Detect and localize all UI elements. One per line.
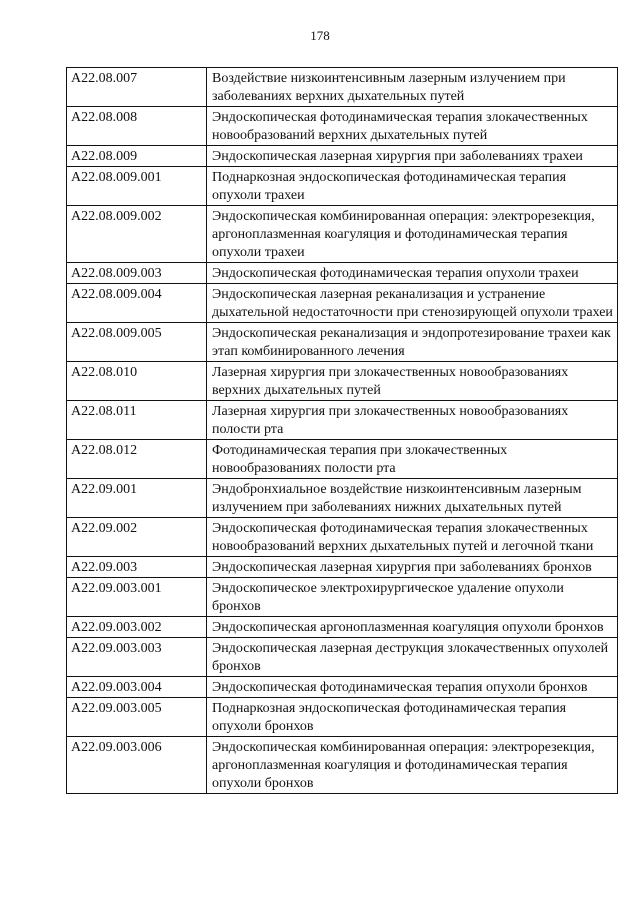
page-number: 178 xyxy=(310,28,330,43)
service-name: Эндоскопическая фотодинамическая терапия злокачественных новообразований верхних дыхательных путей и легочной ткани xyxy=(207,518,618,557)
service-code: A22.08.012 xyxy=(67,440,207,479)
service-code: A22.08.009.001 xyxy=(67,167,207,206)
service-code: A22.08.009.002 xyxy=(67,206,207,263)
service-code: A22.09.003.001 xyxy=(67,578,207,617)
service-name: Эндоскопическая аргоноплазменная коагуляция опухоли бронхов xyxy=(207,617,618,638)
table-row xyxy=(67,737,618,794)
table-row xyxy=(67,479,618,518)
table-row xyxy=(67,206,618,263)
service-code: A22.09.003.003 xyxy=(67,638,207,677)
service-name: Эндоскопическая лазерная хирургия при заболеваниях трахеи xyxy=(207,146,618,167)
table-row xyxy=(67,263,618,284)
service-name: Эндоскопическая комбинированная операция: электрорезекция, аргоноплазменная коагуляция и фотодинамическая терапия опухоли трахеи xyxy=(207,206,618,263)
table-row xyxy=(67,362,618,401)
service-code: A22.08.008 xyxy=(67,107,207,146)
service-code: A22.08.007 xyxy=(67,68,207,107)
service-name: Эндоскопическая лазерная реканализация и устранение дыхательной недостаточности при стенозирующей опухоли трахеи xyxy=(207,284,618,323)
service-code: A22.09.003.004 xyxy=(67,677,207,698)
table-row xyxy=(67,677,618,698)
table-row xyxy=(67,440,618,479)
service-name: Лазерная хирургия при злокачественных новообразованиях полости рта xyxy=(207,401,618,440)
service-name: Эндоскопическая фотодинамическая терапия злокачественных новообразований верхних дыхательных путей xyxy=(207,107,618,146)
service-code: A22.09.003.005 xyxy=(67,698,207,737)
table-row xyxy=(67,284,618,323)
table-row xyxy=(67,323,618,362)
service-name: Эндоскопическое электрохирургическое удаление опухоли бронхов xyxy=(207,578,618,617)
service-code: A22.08.009.004 xyxy=(67,284,207,323)
service-name: Поднаркозная эндоскопическая фотодинамическая терапия опухоли трахеи xyxy=(207,167,618,206)
service-name: Эндоскопическая лазерная хирургия при заболеваниях бронхов xyxy=(207,557,618,578)
table-row xyxy=(67,146,618,167)
table-row xyxy=(67,698,618,737)
table-row xyxy=(67,68,618,107)
table-row xyxy=(67,518,618,557)
service-name: Эндоскопическая фотодинамическая терапия опухоли бронхов xyxy=(207,677,618,698)
service-code: A22.08.011 xyxy=(67,401,207,440)
service-name: Эндоскопическая комбинированная операция: электрорезекция, аргоноплазменная коагуляция и фотодинамическая терапия опухоли бронхов xyxy=(207,737,618,794)
table-row xyxy=(67,617,618,638)
table-row xyxy=(67,578,618,617)
service-code: A22.09.003.002 xyxy=(67,617,207,638)
service-name: Эндоскопическая фотодинамическая терапия опухоли трахеи xyxy=(207,263,618,284)
service-code: A22.08.010 xyxy=(67,362,207,401)
service-code: A22.08.009.003 xyxy=(67,263,207,284)
table-row xyxy=(67,167,618,206)
service-code: A22.09.001 xyxy=(67,479,207,518)
service-codes-table xyxy=(66,67,618,794)
service-name: Воздействие низкоинтенсивным лазерным излучением при заболеваниях верхних дыхательных путей xyxy=(207,68,618,107)
service-code: A22.08.009.005 xyxy=(67,323,207,362)
service-code: A22.09.003 xyxy=(67,557,207,578)
service-code: A22.08.009 xyxy=(67,146,207,167)
service-name: Эндоскопическая реканализация и эндопротезирование трахеи как этап комбинированного лечения xyxy=(207,323,618,362)
service-name: Эндоскопическая лазерная деструкция злокачественных опухолей бронхов xyxy=(207,638,618,677)
service-code: A22.09.003.006 xyxy=(67,737,207,794)
table-row xyxy=(67,638,618,677)
service-name: Эндобронхиальное воздействие низкоинтенсивным лазерным излучением при заболеваниях нижних дыхательных путей xyxy=(207,479,618,518)
service-code: A22.09.002 xyxy=(67,518,207,557)
service-name: Фотодинамическая терапия при злокачественных новообразованиях полости рта xyxy=(207,440,618,479)
service-name: Лазерная хирургия при злокачественных новообразованиях верхних дыхательных путей xyxy=(207,362,618,401)
table-row xyxy=(67,107,618,146)
table-row xyxy=(67,557,618,578)
service-codes-table-body xyxy=(67,68,618,794)
table-row xyxy=(67,401,618,440)
service-name: Поднаркозная эндоскопическая фотодинамическая терапия опухоли бронхов xyxy=(207,698,618,737)
